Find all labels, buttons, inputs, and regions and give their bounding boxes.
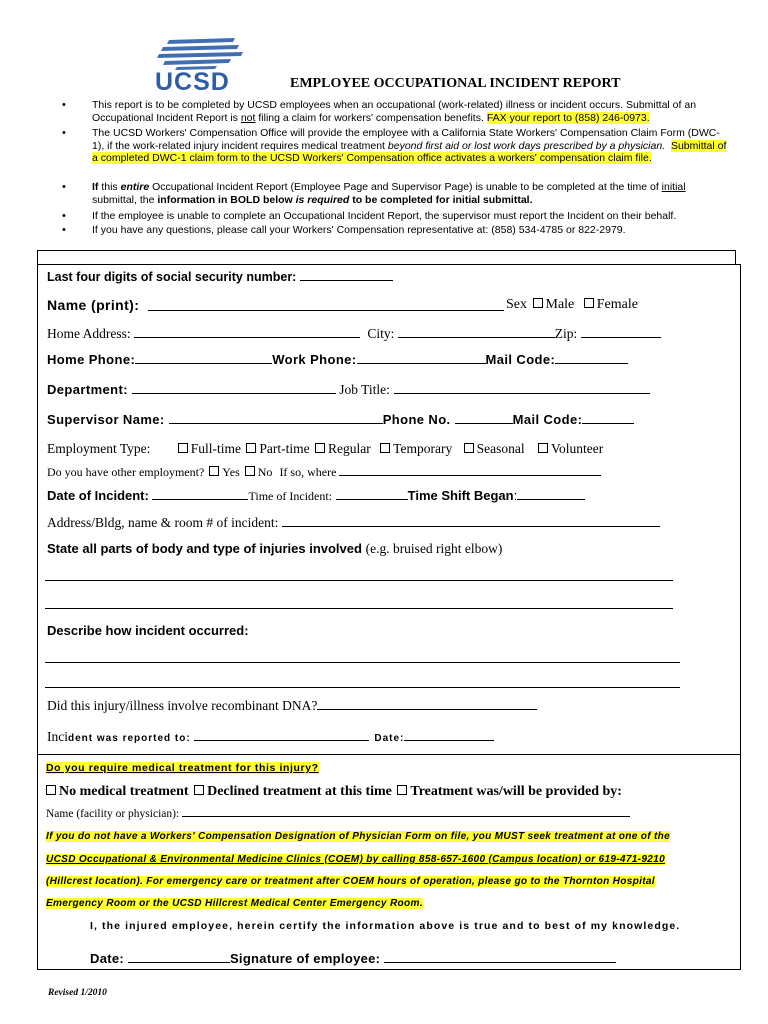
describe-label: Describe how incident occurred:	[47, 623, 249, 638]
city-field[interactable]	[398, 336, 555, 338]
bullet-dot: •	[62, 210, 66, 222]
facility-label: Name (facility or physician):	[46, 808, 180, 820]
bullet-dot: •	[62, 224, 66, 236]
zip-field[interactable]	[581, 336, 661, 338]
treatment-provided-label: Treatment was/will be provided by:	[410, 784, 622, 799]
other-employment-row	[47, 465, 601, 480]
male-checkbox[interactable]	[533, 298, 543, 308]
intro-bullet-5: If you have any questions, please call your Workers' Compensation representative at: (858) 534-4785 or 822-2979.	[92, 224, 626, 236]
department-row	[47, 382, 650, 398]
facility-field[interactable]	[182, 815, 630, 817]
declined-label: Declined treatment at this time	[207, 784, 392, 799]
top-strip	[37, 250, 736, 265]
sign-date-field[interactable]	[128, 961, 230, 963]
ssn-row	[47, 270, 393, 284]
date-incident-label: Date of Incident:	[47, 488, 149, 503]
address-bldg-label: Address/Bldg, name & room # of incident:	[47, 515, 279, 530]
other-yes-checkbox[interactable]	[209, 466, 219, 476]
coem-notice-line-3: (Hillcrest location). For emergency care or treatment after COEM hours of operation, please go to the Thornton Hospital	[46, 876, 655, 887]
phone-row	[47, 352, 628, 367]
supervisor-label: Supervisor Name:	[47, 412, 165, 427]
address-row	[47, 326, 661, 342]
describe-field-1[interactable]	[45, 662, 680, 663]
employment-type-label: Employment Type:	[47, 441, 151, 456]
temporary-checkbox[interactable]	[380, 443, 390, 453]
declined-checkbox[interactable]	[194, 785, 204, 795]
coem-notice-line-4: Emergency Room or the UCSD Hillcrest Medical Center Emergency Room.	[46, 898, 423, 909]
sup-mail-code-field[interactable]	[582, 422, 634, 424]
certify-statement: I, the injured employee, herein certify the information above is true and to best of my knowledge.	[90, 920, 681, 932]
temporary-label: Temporary	[393, 441, 453, 456]
intro-bullet-3: If this entire Occupational Incident Report (Employee Page and Supervisor Page) is unable to be completed at the time of initial submittal, the information in BOLD below is required to be completed for initial submittal.	[92, 181, 686, 206]
employment-type-row	[47, 441, 603, 457]
time-incident-field[interactable]	[336, 498, 408, 500]
body-parts-field-1[interactable]	[45, 580, 673, 581]
other-employment-field[interactable]	[339, 474, 601, 476]
signature-field[interactable]	[384, 961, 616, 963]
treatment-options-row	[46, 784, 622, 800]
ucsd-logo-text: UCSD	[155, 68, 230, 96]
ucsd-logo-icon	[155, 36, 247, 72]
no-treatment-label: No medical treatment	[59, 784, 189, 799]
date-incident-field[interactable]	[152, 498, 248, 500]
time-shift-field[interactable]	[517, 498, 585, 500]
sex-label: Sex	[506, 297, 527, 312]
name-label: Name (print):	[47, 297, 140, 313]
other-employment-label: Do you have other employment?	[47, 465, 205, 479]
other-no-checkbox[interactable]	[245, 466, 255, 476]
if-so-where-label: If so, where	[279, 465, 337, 479]
work-phone-label: Work Phone:	[272, 352, 357, 367]
date-incident-row: Date of Incident: Time of Incident: Time Shift Began:	[47, 488, 585, 504]
full-time-label: Full-time	[190, 441, 242, 456]
department-label: Department:	[47, 382, 128, 397]
signature-label: Signature of employee:	[229, 951, 381, 966]
volunteer-checkbox[interactable]	[538, 443, 548, 453]
seasonal-label: Seasonal	[476, 441, 525, 456]
intro-bullet-4: If the employee is unable to complete an Occupational Incident Report, the supervisor must report the Incident on their behalf.	[92, 210, 677, 222]
reported-to-label-b: dent was reported to:	[68, 733, 191, 744]
body-parts-label: State all parts of body and type of injuries involved	[47, 541, 362, 556]
mail-code-field[interactable]	[555, 362, 628, 364]
time-shift-label: Time Shift Began	[407, 488, 514, 503]
bullet-dot: •	[62, 127, 66, 139]
supervisor-field[interactable]	[169, 422, 383, 424]
body-parts-field-2[interactable]	[45, 608, 673, 609]
page-title: EMPLOYEE OCCUPATIONAL INCIDENT REPORT	[290, 76, 621, 91]
dna-row	[47, 698, 537, 714]
ssn-label: Last four digits of social security number:	[47, 270, 297, 284]
address-bldg-row	[47, 515, 660, 531]
home-phone-label: Home Phone:	[47, 352, 136, 367]
female-checkbox[interactable]	[584, 298, 594, 308]
address-label: Home Address:	[47, 326, 131, 341]
bullet-dot: •	[62, 99, 66, 111]
address-field[interactable]	[134, 336, 360, 338]
signature-row	[90, 951, 616, 966]
sex-row	[506, 297, 638, 313]
treatment-question: Do you require medical treatment for this injury?	[46, 762, 319, 774]
name-field[interactable]	[148, 310, 504, 311]
sup-mail-code-label: Mail Code:	[512, 412, 583, 427]
zip-label: Zip:	[554, 326, 578, 341]
phone-no-label: Phone No.	[382, 412, 451, 427]
reported-to-field[interactable]	[194, 739, 369, 741]
job-title-field[interactable]	[394, 392, 650, 394]
other-no-label: No	[257, 465, 273, 479]
dna-label: Did this injury/illness involve recombinant DNA?	[47, 698, 318, 713]
job-title-label: Job Title:	[339, 382, 390, 397]
supervisor-row	[47, 412, 634, 427]
intro-bullet-1: This report is to be completed by UCSD employees when an occupational (work-related) illness or incident occurs. Submittal of an Occupational Incident Report is not filing a claim for workers' compensation benefits. FAX your report to (858) 246-0973.	[92, 99, 697, 124]
work-phone-field[interactable]	[357, 362, 486, 364]
describe-field-2[interactable]	[45, 687, 680, 688]
treatment-provided-checkbox[interactable]	[397, 785, 407, 795]
full-time-checkbox[interactable]	[178, 443, 188, 453]
dna-field[interactable]	[317, 708, 537, 710]
phone-no-field[interactable]	[455, 422, 513, 424]
intro-bullet-2: The UCSD Workers' Compensation Office will provide the employee with a California State Workers' Compensation Claim Form (DWC-1), if the work-related injury incident requires medical treatment beyond first aid or lost work days prescribed by a physician. Submittal of a completed DWC-1 claim form to the UCSD Workers' Compensation office activates a workers' compensation claim file.	[92, 127, 727, 164]
home-phone-field[interactable]	[135, 362, 272, 364]
sign-date-label: Date:	[90, 951, 125, 966]
treatment-divider	[37, 754, 741, 755]
facility-row	[46, 808, 630, 820]
address-bldg-field[interactable]	[282, 525, 660, 527]
coem-notice-line-2: UCSD Occupational & Environmental Medicine Clinics (COEM) by calling 858-657-1600 (Campus location) or 619-471-9210	[46, 854, 665, 865]
reported-to-row	[47, 729, 494, 745]
mail-code-label: Mail Code:	[485, 352, 556, 367]
part-time-label: Part-time	[259, 441, 310, 456]
regular-checkbox[interactable]	[315, 443, 325, 453]
seasonal-checkbox[interactable]	[464, 443, 474, 453]
regular-label: Regular	[328, 441, 371, 456]
volunteer-label: Volunteer	[550, 441, 604, 456]
part-time-checkbox[interactable]	[246, 443, 256, 453]
male-label: Male	[545, 297, 575, 312]
bullet-dot: •	[62, 181, 66, 193]
female-label: Female	[596, 297, 638, 312]
body-parts-eg: (e.g. bruised right elbow)	[365, 541, 503, 556]
reported-date-field[interactable]	[404, 739, 494, 741]
reported-date-label: Date:	[374, 733, 405, 744]
city-label: City:	[367, 326, 395, 341]
coem-notice-line-1: If you do not have a Workers' Compensation Designation of Physician Form on file, you MUST seek treatment at one of the	[46, 831, 670, 842]
ssn-field[interactable]	[300, 279, 393, 281]
no-treatment-checkbox[interactable]	[46, 785, 56, 795]
time-incident-label: Time of Incident:	[248, 489, 333, 503]
revised-date: Revised 1/2010	[48, 988, 107, 998]
department-field[interactable]	[132, 392, 336, 394]
reported-to-label-a: Inci	[47, 729, 68, 744]
body-parts-row	[47, 541, 502, 557]
ucsd-logo	[155, 36, 247, 96]
other-yes-label: Yes	[222, 465, 240, 479]
